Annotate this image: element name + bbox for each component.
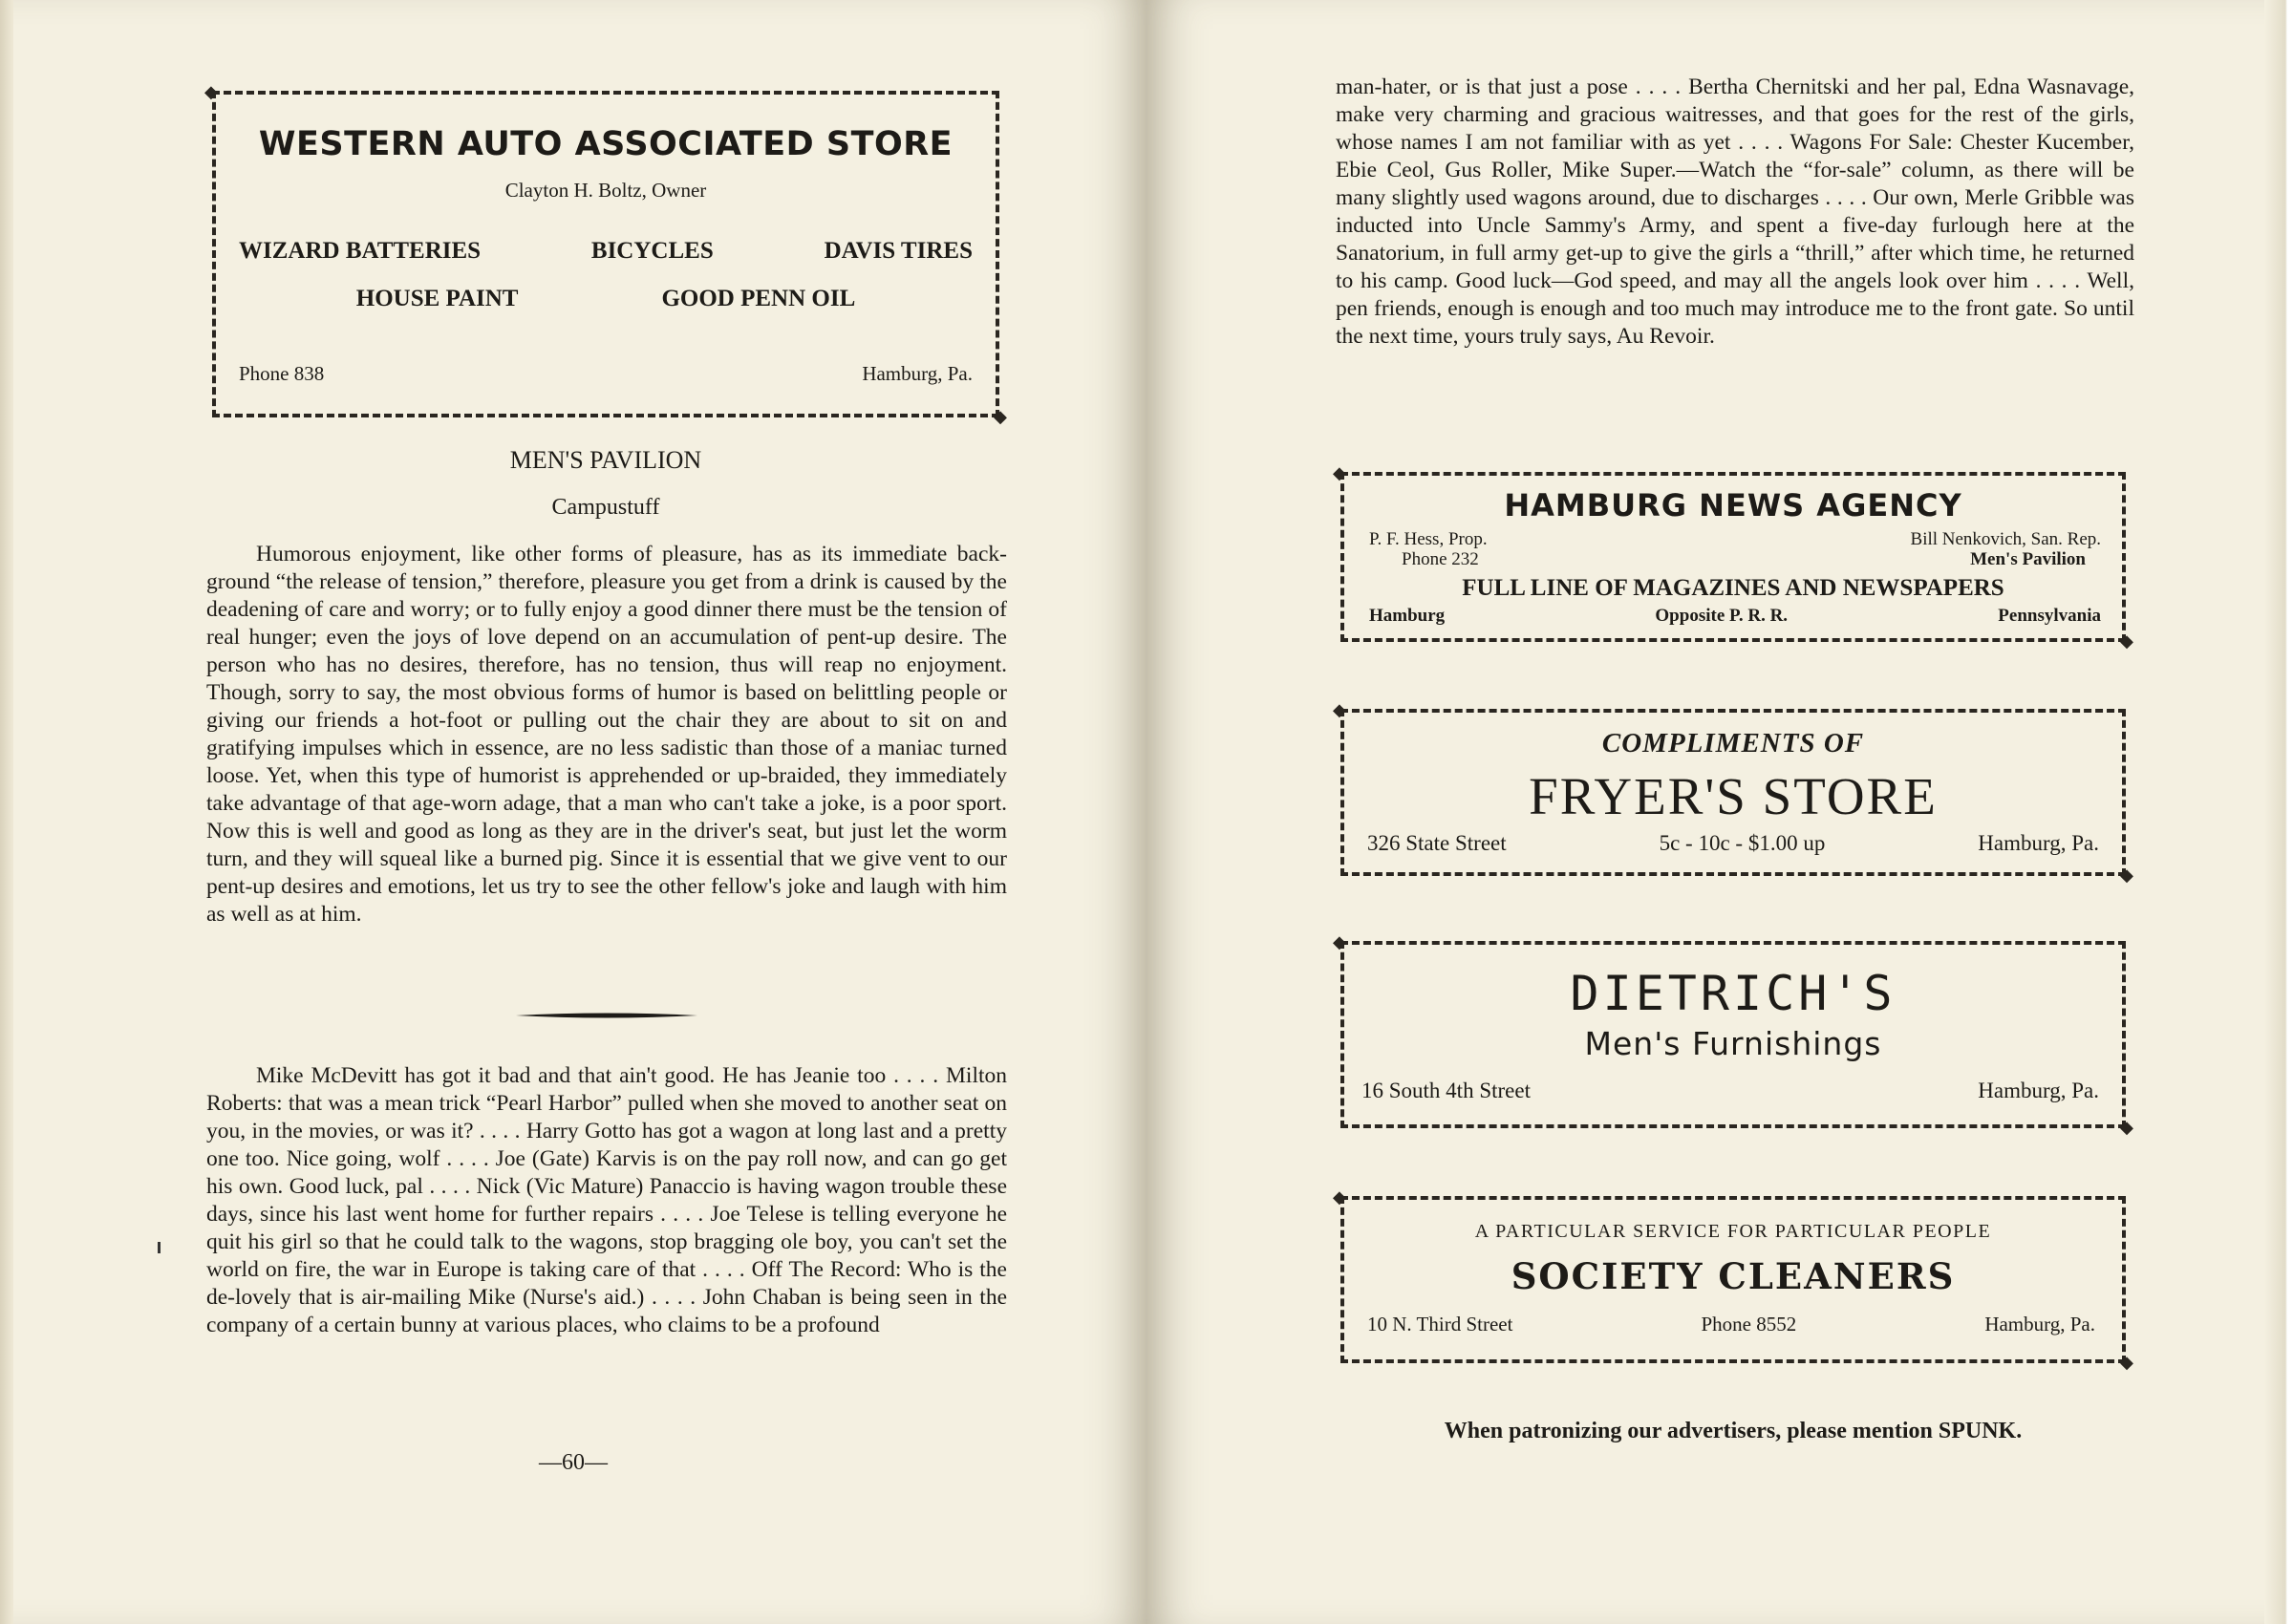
dietrichs-subtitle: Men's Furnishings — [1584, 1025, 1882, 1062]
western-auto-phone: Phone 838 — [239, 362, 325, 385]
dietrichs-location: Hamburg, Pa. — [1978, 1079, 2099, 1102]
society-tagline: ◆ A PARTICULAR SERVICE FOR PARTICULAR PEOPLE — [1474, 1221, 1992, 1242]
article-continuation — [1336, 74, 2134, 351]
paragraph-text: Mike McDevitt has got it bad and that ain't good. He has Jeanie too . . . . Milton Roberts: that was a mean trick “Pearl Harbor” pulled when she moved to another seat on you, in the movies, or was it? . . . . Harry Gotto has got a wagon at long last and a pretty one too. Nice going, wolf . . . . Joe (Gate) Karvis is on the pay roll now, and can go get his own. Good luck, pal . . . . Nick (Vic Mature) Panaccio is having wagon trouble these days, since his last went home for further repairs . . . . Joe Telese is telling everyone he quit his girl so that he could talk to the wagons, stop bragging ole boy, you can't set the world on fire, the war in Europe is taking care of that . . . . Off The Record: Who is the de-lovely that is air-mailing Mike (Nurse's aid.) . . . . John Chaban is being seen in the company of a certain bunny at various places, who claims to be a profound — [206, 1063, 1007, 1337]
western-auto-location: Hamburg, Pa. — [862, 362, 973, 385]
news-agency-title: ◆ HAMBURG NEWS AGENCY — [1504, 487, 1962, 524]
dietrichs-name: ◆ DIETRICH'S — [1570, 966, 1897, 1021]
news-agency-town: Hamburg — [1369, 606, 1446, 626]
fryers-name: FRYER'S STORE — [1529, 767, 1938, 825]
western-auto-ad — [212, 91, 999, 417]
paragraph-text: man-hater, or is that just a pose . . . . Bertha Chernitski and her pal, Edna Wasnavage, make very charming and gracious waitresses, and that goes for the rest of the girls, whose names I am not familiar with as yet . . . . Wagons For Sale: Chester Kucember, Ebie Ceol, Gus Roller, Mike Super.—Watch the “for-sale” column, as there will be many slightly used wagons around, due to discharges . . . . Our own, Merle Gribble was inducted into Uncle Sammy's Army, and spent a five-day furlough here at the Sanatorium, in full army get-up to give the girls a “thrill,” after which time, he returned to his camp. Good luck—God speed, and may all the angels look over him . . . . Well, pen friends, enough is enough and too much may introduce me to the front gate. So until the next time, yours truly says, Au Revoir. — [1336, 75, 2134, 349]
society-address: 10 N. Third Street — [1367, 1313, 1513, 1336]
advertiser-note: When patronizing our advertisers, please mention SPUNK. — [1444, 1419, 2023, 1443]
western-auto-owner: Clayton H. Boltz, Owner — [504, 179, 707, 202]
hamburg-news-agency-ad — [1340, 472, 2126, 642]
article-heading: MEN'S PAVILION — [509, 446, 702, 474]
page-number: —60— — [539, 1450, 608, 1475]
society-name: SOCIETY CLEANERS — [1511, 1255, 1956, 1297]
western-auto-products — [239, 238, 973, 312]
product-item: DAVIS TIRES — [824, 238, 973, 264]
ink-mark — [158, 1242, 161, 1253]
news-agency-state: Pennsylvania — [1998, 606, 2101, 626]
news-agency-prop: P. F. Hess, Prop. — [1369, 529, 1488, 549]
product-item: BICYCLES — [590, 238, 714, 264]
society-phone: Phone 8552 — [1701, 1313, 1797, 1336]
fryers-prices: 5c - 10c - $1.00 up — [1659, 831, 1826, 855]
news-agency-pavilion: Men's Pavilion — [1970, 549, 2086, 569]
fryers-compliments: ◆ COMPLIMENTS OF — [1601, 728, 1865, 759]
news-agency-rep: Bill Nenkovich, San. Rep. — [1910, 529, 2101, 549]
paragraph-text: Humorous enjoyment, like other forms of pleasure, has as its immediate back-ground “the release of tension,” therefore, pleasure you get from a drink is caused by the deadening of care and worry; or to fully enjoy a good dinner there must be the tension of real hunger; even the joys of love depend on an accumulation of pent-up desire. The person who has no desires, therefore, has no tension, thus will reap no enjoyment. Though, sorry to say, the most obvious forms of humor is based on belittling people or giving our friends a hot-foot or pulling out the chair they are about to sit on and gratifying impulses which in essence, are no less sadistic than those of a maniac turned loose. Yet, when this type of humorist is apprehended or up-braided, they immediately take advantage of that age-worn adage, that a man who can't take a joke, is a poor sport. Now this is well and good as long as they are in the driver's seat, but just let the worm turn, and they will squeal like a burned pig. Since it is essential that we give vent to our pent-up desires and emotions, let us try to see the other fellow's joke and laugh with him as well as at him. — [206, 542, 1007, 927]
article-subheading: Campustuff — [551, 495, 660, 520]
left-page — [0, 0, 1146, 1624]
product-item: HOUSE PAINT — [355, 286, 519, 311]
western-auto-title: ◆ WESTERN AUTO ASSOCIATED STORE — [258, 125, 954, 163]
society-location: Hamburg, Pa. — [1984, 1313, 2095, 1336]
fryers-address: 326 State Street — [1367, 831, 1507, 855]
ornamental-divider — [516, 1012, 697, 1019]
fryers-store-ad — [1340, 709, 2126, 876]
product-item: WIZARD BATTERIES — [239, 238, 482, 264]
society-cleaners-ad — [1340, 1196, 2126, 1363]
fryers-location: Hamburg, Pa. — [1978, 831, 2099, 855]
news-agency-opposite: Opposite P. R. R. — [1655, 606, 1789, 626]
news-agency-offer: FULL LINE OF MAGAZINES AND NEWSPAPERS — [1462, 575, 2004, 601]
article-paragraph-2 — [206, 1062, 1007, 1339]
dietrichs-address: 16 South 4th Street — [1361, 1079, 1531, 1102]
article-paragraph-1 — [206, 541, 1007, 929]
dietrichs-ad — [1340, 941, 2126, 1128]
product-item: GOOD PENN OIL — [661, 286, 856, 311]
news-agency-phone: Phone 232 — [1402, 549, 1479, 569]
